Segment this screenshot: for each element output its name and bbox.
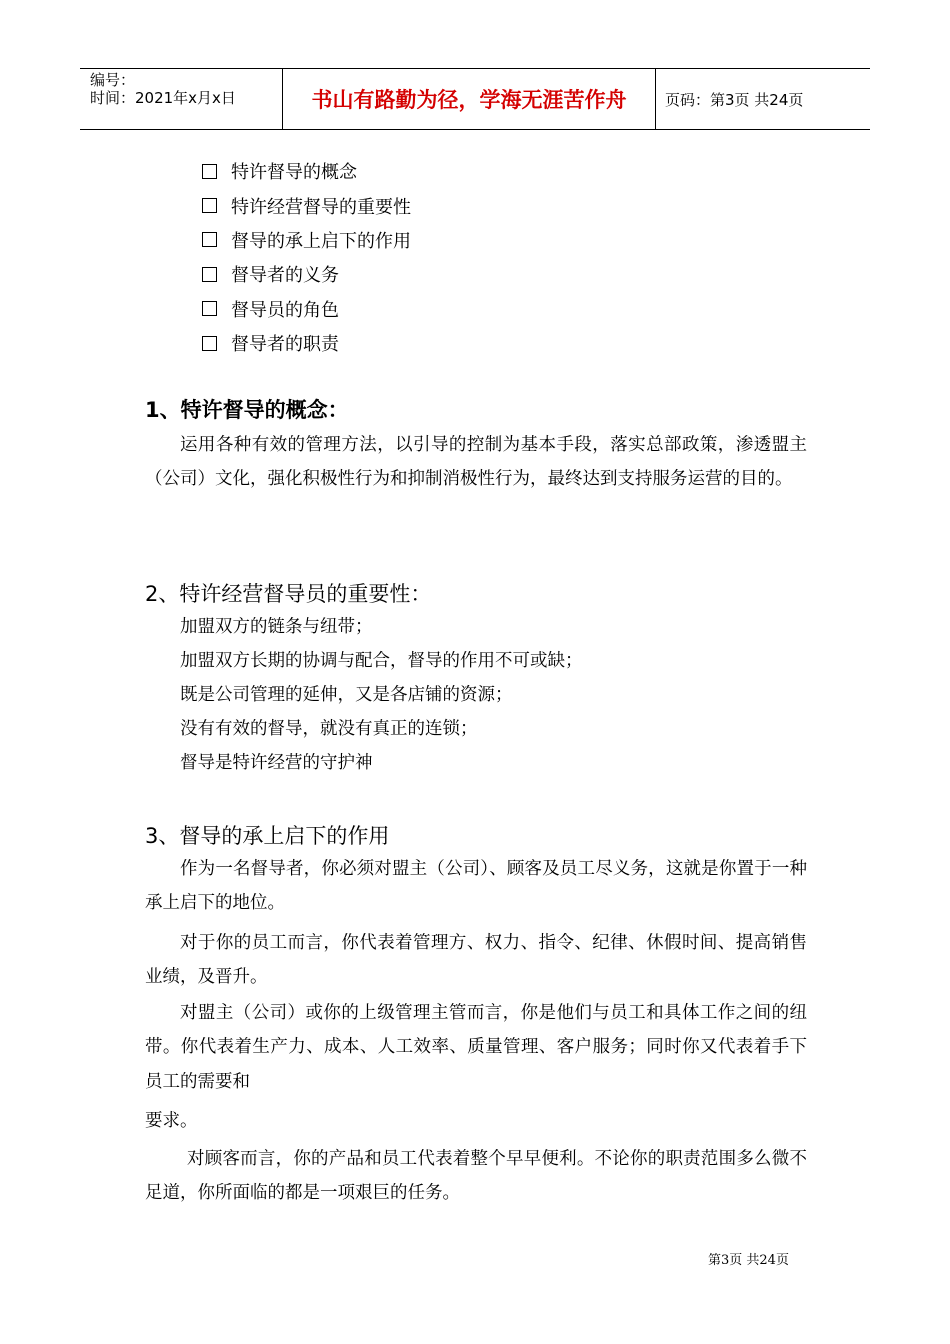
checkbox-icon bbox=[202, 267, 217, 282]
page-header bbox=[80, 68, 870, 130]
checkbox-icon bbox=[202, 198, 217, 213]
section3-paragraph-1: 作为一名督导者，你必须对盟主（公司）、顾客及员工尽义务，这就是你置于一种承上启下的地位。 bbox=[145, 859, 807, 914]
toc-item-label: 特许督导的概念 bbox=[231, 162, 357, 184]
page-label: 页码：第3页 共24页 bbox=[665, 90, 804, 109]
header-motto-cell bbox=[282, 69, 656, 129]
section2-line: 加盟双方长期的协调与配合，督导的作用不可或缺； bbox=[180, 651, 583, 671]
section1-paragraph: 运用各种有效的管理方法，以引导的控制为基本手段，落实总部政策，渗透盟主（公司）文化，强化积极性行为和抑制消极性行为，最终达到支持服务运营的目的。 bbox=[145, 435, 807, 490]
section2-line: 督导是特许经营的守护神 bbox=[180, 753, 373, 773]
time-label: 时间：2021年x月x日 bbox=[90, 89, 236, 107]
checkbox-icon bbox=[202, 232, 217, 247]
section1-title: 1、特许督导的概念： bbox=[145, 398, 349, 422]
toc-item-label: 督导的承上启下的作用 bbox=[231, 230, 411, 252]
section2-line: 加盟双方的链条与纽带； bbox=[180, 617, 373, 637]
toc-item bbox=[202, 154, 411, 188]
section3-paragraph-3-continued: 要求。 bbox=[145, 1111, 198, 1131]
section3-title: 3、督导的承上启下的作用 bbox=[145, 824, 390, 848]
section2-line: 没有有效的督导，就没有真正的连锁； bbox=[180, 719, 478, 739]
toc-item bbox=[202, 326, 411, 360]
toc-item-label: 督导员的角色 bbox=[231, 299, 339, 321]
toc-item bbox=[202, 292, 411, 326]
toc-item bbox=[202, 223, 411, 257]
section3-paragraph-3: 对盟主（公司）或你的上级管理主管而言，你是他们与员工和具体工作之间的纽带。你代表着生产力、成本、人工效率、质量管理、客户服务；同时你又代表着手下员工的需要和 bbox=[145, 1003, 807, 1092]
toc-item-label: 督导者的义务 bbox=[231, 265, 339, 287]
section3-paragraph-4: 对顾客而言，你的产品和员工代表着整个早早便利。不论你的职责范围多么微不足道，你所面临的都是一项艰巨的任务。 bbox=[145, 1149, 807, 1204]
number-label: 编号： bbox=[90, 71, 136, 89]
toc-list bbox=[202, 154, 411, 360]
header-page-cell bbox=[655, 69, 870, 129]
toc-item-label: 督导者的职责 bbox=[231, 334, 339, 356]
header-info-cell bbox=[80, 69, 282, 129]
toc-item-label: 特许经营督导的重要性 bbox=[231, 196, 411, 218]
checkbox-icon bbox=[202, 336, 217, 351]
toc-item bbox=[202, 257, 411, 291]
section2-title: 2、特许经营督导员的重要性： bbox=[145, 582, 432, 606]
toc-item bbox=[202, 188, 411, 222]
checkbox-icon bbox=[202, 164, 217, 179]
section2-line: 既是公司管理的延伸，又是各店铺的资源； bbox=[180, 685, 513, 705]
section3-paragraph-2: 对于你的员工而言，你代表着管理方、权力、指令、纪律、休假时间、提高销售业绩，及晋升。 bbox=[145, 933, 807, 988]
checkbox-icon bbox=[202, 301, 217, 316]
motto-text: 书山有路勤为径，学海无涯苦作舟 bbox=[311, 88, 627, 112]
page-footer: 第3页 共24页 bbox=[708, 1253, 789, 1268]
